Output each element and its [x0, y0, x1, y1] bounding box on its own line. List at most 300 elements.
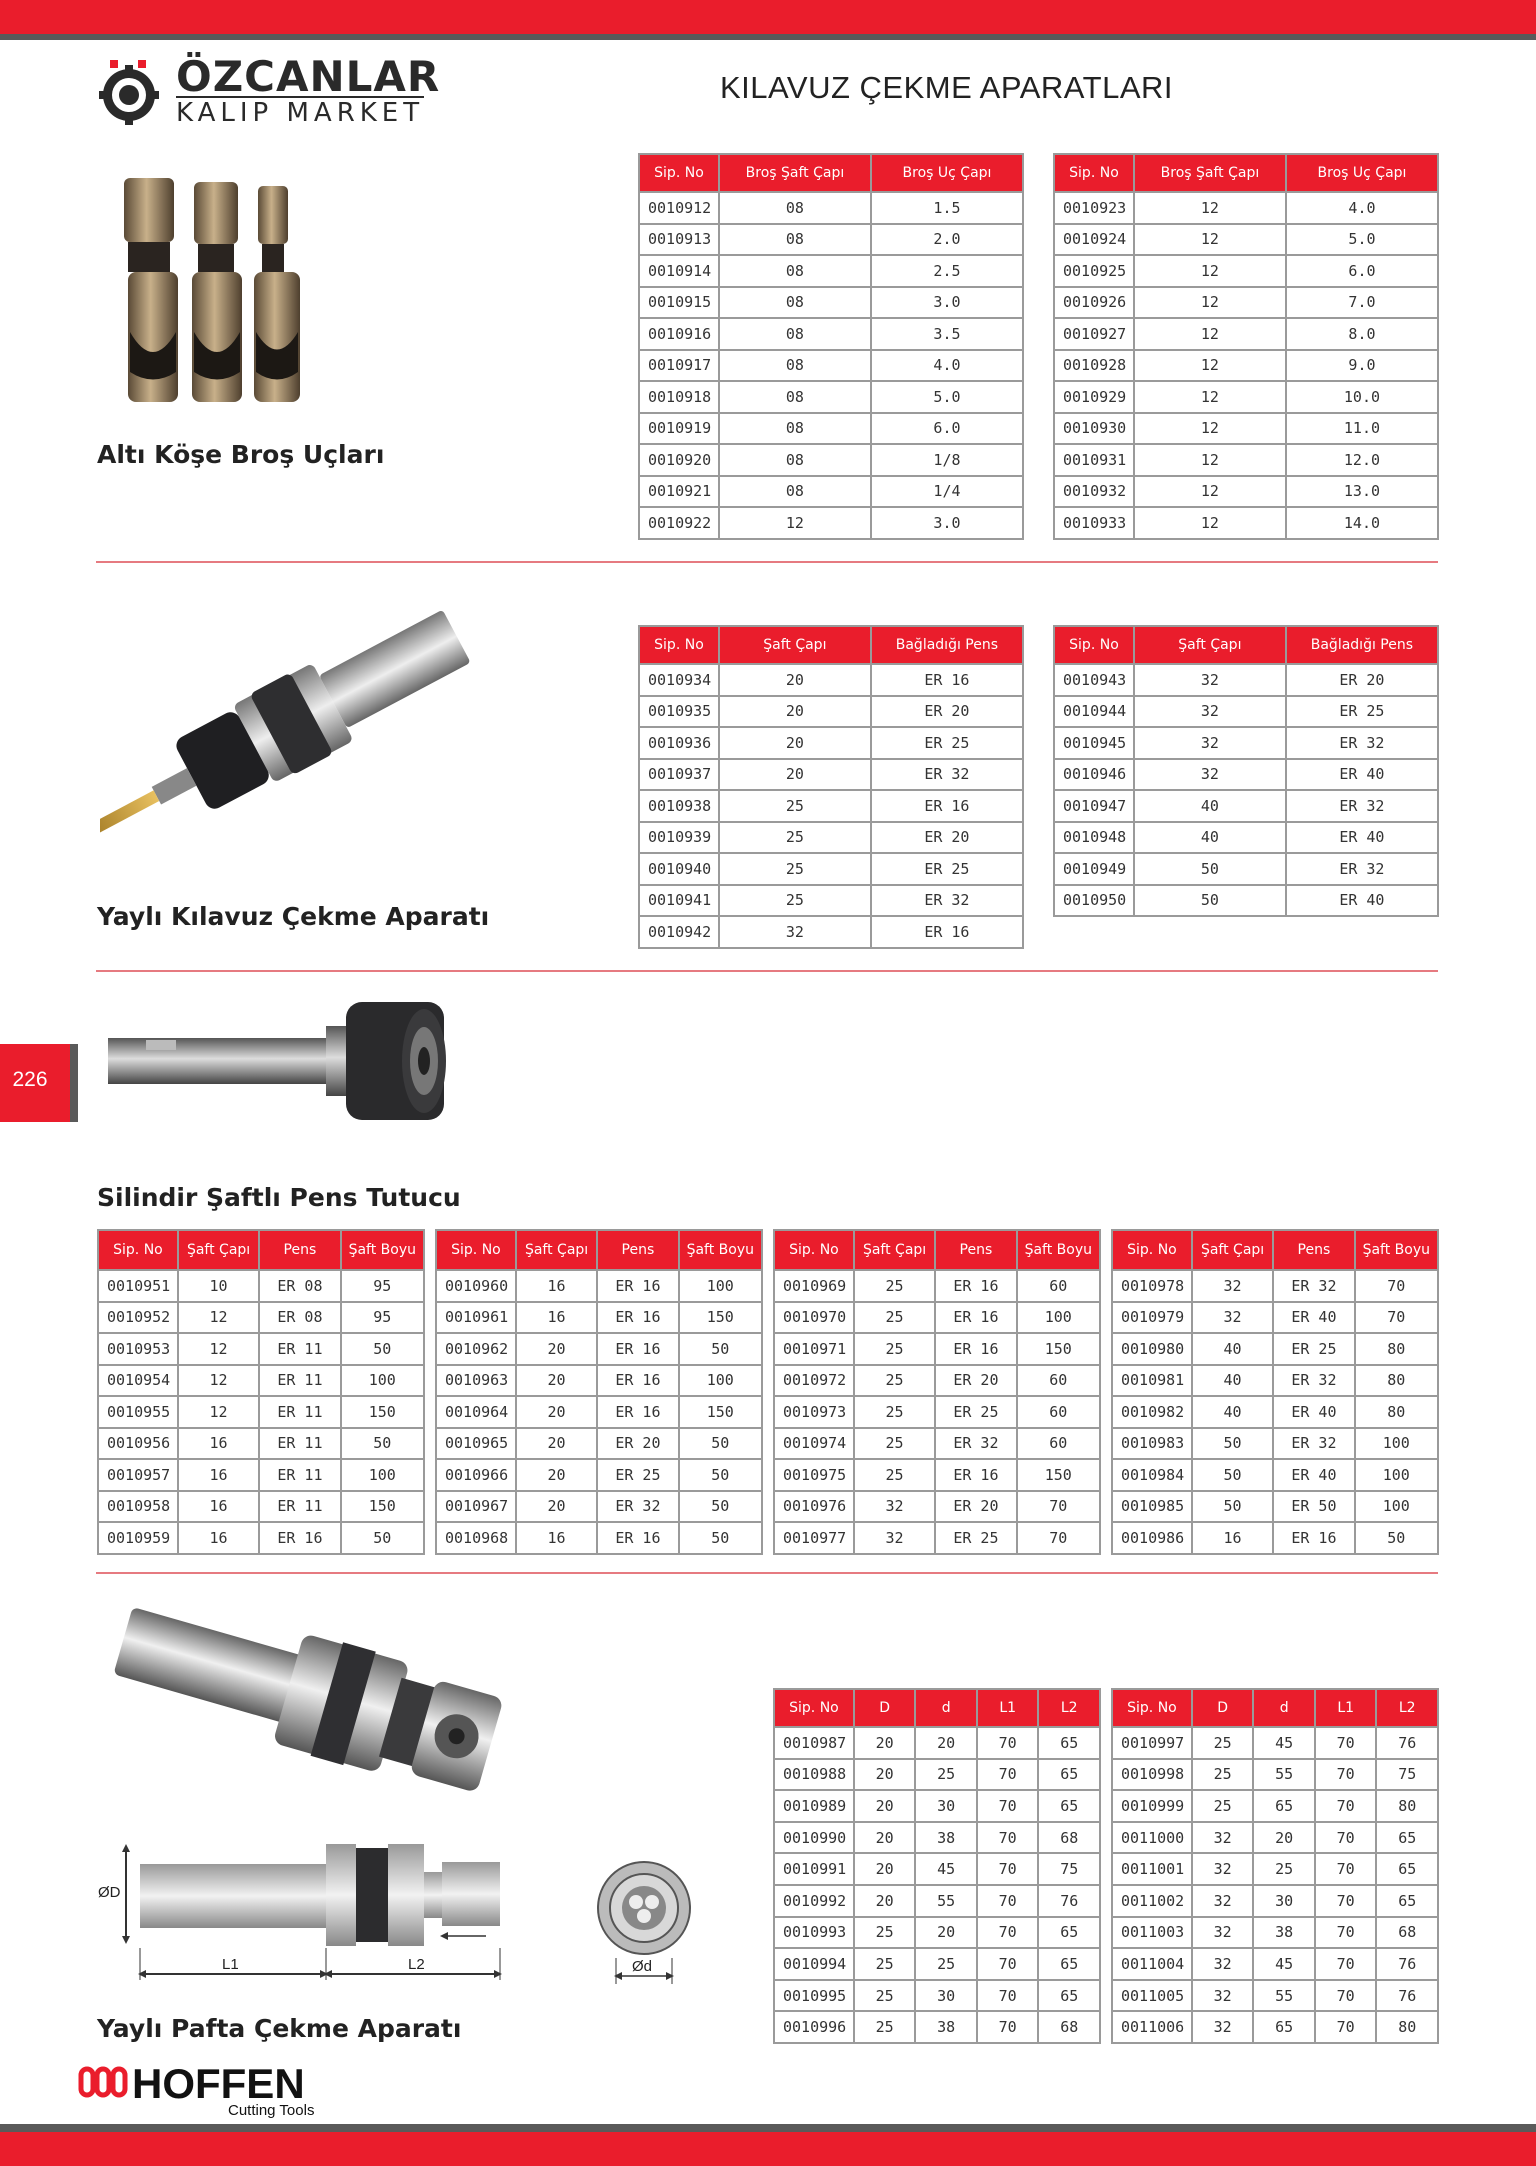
table-cell: 20 — [854, 1759, 916, 1791]
table-cell: 0010997 — [1112, 1727, 1192, 1759]
col-header: Şaft Boyu — [679, 1230, 762, 1270]
table-cell: 100 — [1355, 1491, 1438, 1523]
table-cell: 70 — [977, 1727, 1039, 1759]
table-row — [1112, 1270, 1438, 1302]
table-row — [1112, 1853, 1438, 1885]
table-row — [639, 759, 1023, 791]
table-cell: 50 — [341, 1333, 424, 1365]
table-cell: 55 — [1253, 1980, 1315, 2012]
table-cell: 80 — [1355, 1333, 1438, 1365]
table-cell: ER 20 — [935, 1491, 1016, 1523]
table-cell: 0010951 — [98, 1270, 178, 1302]
table-cell: 08 — [719, 287, 871, 319]
table-cell: 25 — [854, 1917, 916, 1949]
table-cell: 08 — [719, 224, 871, 256]
table-cell: 0010945 — [1054, 727, 1134, 759]
section-title-die-holder: Yaylı Pafta Çekme Aparatı — [97, 2014, 462, 2043]
table-cell: 50 — [1192, 1459, 1273, 1491]
table-row — [98, 1270, 424, 1302]
table-cell: 76 — [1038, 1885, 1100, 1917]
table-cell: 32 — [1134, 759, 1286, 791]
table-row — [774, 1759, 1100, 1791]
table-cell: 0011003 — [1112, 1917, 1192, 1949]
table-cell: 0010917 — [639, 350, 719, 382]
table-cell: 0010929 — [1054, 381, 1134, 413]
spring-tap-table-right — [1053, 625, 1439, 917]
spring-tap-holder-image — [100, 590, 500, 860]
collet-table-2 — [435, 1229, 763, 1555]
table-cell: ER 25 — [597, 1459, 678, 1491]
table-row — [98, 1333, 424, 1365]
table-cell: 08 — [719, 444, 871, 476]
table-cell: 65 — [1253, 1790, 1315, 1822]
table-cell: 0010932 — [1054, 476, 1134, 508]
table-cell: 25 — [1192, 1727, 1254, 1759]
table-cell: 25 — [1192, 1790, 1254, 1822]
table-cell: 0010933 — [1054, 507, 1134, 539]
table-cell: 20 — [516, 1396, 597, 1428]
table-cell: 32 — [1192, 1270, 1273, 1302]
table-cell: 12 — [1134, 350, 1286, 382]
table-cell: 0010984 — [1112, 1459, 1192, 1491]
table-cell: ER 40 — [1273, 1396, 1354, 1428]
table-row — [774, 1333, 1100, 1365]
table-cell: 25 — [854, 1428, 935, 1460]
table-cell: ER 32 — [597, 1491, 678, 1523]
table-cell: 20 — [516, 1365, 597, 1397]
table-cell: 0010969 — [774, 1270, 854, 1302]
table-cell: 25 — [1192, 1759, 1254, 1791]
table-row — [1054, 381, 1438, 413]
table-cell: ER 16 — [597, 1333, 678, 1365]
table-cell: 0010971 — [774, 1333, 854, 1365]
table-cell: 20 — [854, 1885, 916, 1917]
table-cell: 70 — [1315, 1885, 1377, 1917]
table-cell: 40 — [1192, 1365, 1273, 1397]
table-cell: 76 — [1376, 1948, 1438, 1980]
table-cell: ER 32 — [1273, 1365, 1354, 1397]
table-cell: 0010925 — [1054, 255, 1134, 287]
col-header: L2 — [1038, 1689, 1100, 1727]
col-header: Şaft Çapı — [719, 626, 871, 664]
table-cell: 16 — [178, 1428, 259, 1460]
page-number-tab — [0, 1044, 78, 1122]
table-row — [1112, 1396, 1438, 1428]
table-cell: ER 16 — [1273, 1522, 1354, 1554]
table-row — [774, 1885, 1100, 1917]
table-cell: 0010913 — [639, 224, 719, 256]
col-header: Broş Şaft Çapı — [1134, 154, 1286, 192]
table-cell: 150 — [679, 1302, 762, 1334]
table-cell: 0011006 — [1112, 2011, 1192, 2043]
table-cell: 0010963 — [436, 1365, 516, 1397]
table-cell: 20 — [516, 1491, 597, 1523]
table-row — [639, 727, 1023, 759]
table-cell: 0010982 — [1112, 1396, 1192, 1428]
footer-brand-name: HOFFEN — [132, 2060, 305, 2107]
table-cell: 08 — [719, 413, 871, 445]
table-cell: 08 — [719, 350, 871, 382]
table-cell: 95 — [341, 1270, 424, 1302]
table-cell: 0010990 — [774, 1822, 854, 1854]
table-row — [1112, 1822, 1438, 1854]
table-row — [639, 255, 1023, 287]
table-row — [1112, 1333, 1438, 1365]
table-cell: 20 — [719, 664, 871, 696]
col-header: Şaft Çapı — [1134, 626, 1286, 664]
table-cell: ER 11 — [259, 1396, 340, 1428]
table-row — [98, 1459, 424, 1491]
col-header: Sip. No — [98, 1230, 178, 1270]
table-cell: 50 — [1134, 885, 1286, 917]
table-cell: ER 20 — [871, 696, 1023, 728]
dimension-label-l1: L1 — [222, 1956, 239, 1973]
table-row — [98, 1396, 424, 1428]
table-cell: 10.0 — [1286, 381, 1438, 413]
table-cell: 0010928 — [1054, 350, 1134, 382]
table-cell: 50 — [341, 1522, 424, 1554]
section-title-spring-tap: Yaylı Kılavuz Çekme Aparatı — [97, 902, 490, 931]
table-cell: 55 — [915, 1885, 977, 1917]
table-cell: 70 — [1017, 1522, 1100, 1554]
table-cell: ER 50 — [1273, 1491, 1354, 1523]
table-cell: 65 — [1376, 1885, 1438, 1917]
col-header: Broş Uç Çapı — [1286, 154, 1438, 192]
table-cell: 0010941 — [639, 885, 719, 917]
col-header: L2 — [1376, 1689, 1438, 1727]
table-cell: 30 — [915, 1980, 977, 2012]
table-cell: 16 — [1192, 1522, 1273, 1554]
table-cell: 0010957 — [98, 1459, 178, 1491]
table-cell: 0010958 — [98, 1491, 178, 1523]
table-cell: 0010912 — [639, 192, 719, 224]
table-cell: 6.0 — [871, 413, 1023, 445]
table-row — [1054, 853, 1438, 885]
table-cell: 65 — [1376, 1853, 1438, 1885]
table-cell: 0010979 — [1112, 1302, 1192, 1334]
table-cell: 38 — [915, 1822, 977, 1854]
table-cell: 5.0 — [1286, 224, 1438, 256]
table-cell: 32 — [1192, 1302, 1273, 1334]
table-cell: 20 — [719, 759, 871, 791]
table-cell: 32 — [1192, 2011, 1254, 2043]
table-row — [1112, 1365, 1438, 1397]
collet-table-1 — [97, 1229, 425, 1555]
table-cell: 150 — [341, 1491, 424, 1523]
table-cell: 2.5 — [871, 255, 1023, 287]
table-row — [1054, 444, 1438, 476]
table-cell: 16 — [516, 1302, 597, 1334]
page-number: 226 — [12, 1068, 48, 1091]
table-row — [774, 1459, 1100, 1491]
table-cell: 20 — [854, 1822, 916, 1854]
table-cell: ER 16 — [597, 1396, 678, 1428]
table-cell: 150 — [1017, 1333, 1100, 1365]
table-row — [1112, 1428, 1438, 1460]
collet-table-3 — [773, 1229, 1101, 1555]
table-cell: 0010944 — [1054, 696, 1134, 728]
table-cell: 0010954 — [98, 1365, 178, 1397]
table-cell: 50 — [1192, 1428, 1273, 1460]
table-row — [436, 1365, 762, 1397]
table-cell: 30 — [915, 1790, 977, 1822]
table-cell: 65 — [1038, 1917, 1100, 1949]
table-row — [774, 1822, 1100, 1854]
section-divider — [96, 1572, 1438, 1574]
table-cell: 25 — [1253, 1853, 1315, 1885]
table-cell: 12 — [719, 507, 871, 539]
table-cell: ER 16 — [597, 1522, 678, 1554]
table-cell: 9.0 — [1286, 350, 1438, 382]
table-cell: 25 — [854, 1980, 916, 2012]
table-cell: 30 — [1253, 1885, 1315, 1917]
table-cell: 95 — [341, 1302, 424, 1334]
table-cell: 60 — [1017, 1396, 1100, 1428]
table-cell: 0010960 — [436, 1270, 516, 1302]
die-holder-table-right — [1111, 1688, 1439, 2044]
col-header: Bağladığı Pens — [871, 626, 1023, 664]
table-row — [1112, 1917, 1438, 1949]
table-cell: 70 — [1315, 1759, 1377, 1791]
table-row — [774, 1491, 1100, 1523]
table-cell: 40 — [1192, 1396, 1273, 1428]
table-cell: 0010950 — [1054, 885, 1134, 917]
col-header: Pens — [597, 1230, 678, 1270]
table-cell: 16 — [516, 1522, 597, 1554]
table-cell: 70 — [977, 1853, 1039, 1885]
table-cell: 0010920 — [639, 444, 719, 476]
table-cell: 0010992 — [774, 1885, 854, 1917]
table-cell: 16 — [178, 1522, 259, 1554]
table-cell: 68 — [1038, 1822, 1100, 1854]
table-cell: 25 — [719, 822, 871, 854]
table-row — [774, 1948, 1100, 1980]
table-cell: 0010934 — [639, 664, 719, 696]
table-cell: 150 — [341, 1396, 424, 1428]
table-cell: 70 — [977, 2011, 1039, 2043]
table-row — [98, 1302, 424, 1334]
footer-brand-tagline: Cutting Tools — [228, 2102, 315, 2119]
table-cell: 0010981 — [1112, 1365, 1192, 1397]
table-cell: 25 — [854, 1948, 916, 1980]
table-row — [639, 224, 1023, 256]
table-cell: 40 — [1134, 790, 1286, 822]
table-cell: 12 — [178, 1302, 259, 1334]
table-cell: 1/8 — [871, 444, 1023, 476]
table-cell: 32 — [1134, 727, 1286, 759]
table-row — [639, 916, 1023, 948]
table-cell: 60 — [1017, 1365, 1100, 1397]
dimension-label-od: ØD — [98, 1884, 121, 1901]
table-cell: 32 — [719, 916, 871, 948]
table-cell: 16 — [516, 1270, 597, 1302]
col-header: Pens — [259, 1230, 340, 1270]
table-cell: 68 — [1376, 1917, 1438, 1949]
table-row — [436, 1522, 762, 1554]
table-cell: 0011000 — [1112, 1822, 1192, 1854]
table-row — [1054, 287, 1438, 319]
table-cell: 70 — [977, 1885, 1039, 1917]
table-cell: 0010976 — [774, 1491, 854, 1523]
table-cell: 20 — [854, 1727, 916, 1759]
table-cell: 70 — [1355, 1270, 1438, 1302]
table-cell: 0010980 — [1112, 1333, 1192, 1365]
table-cell: 16 — [178, 1491, 259, 1523]
table-cell: 40 — [1192, 1333, 1273, 1365]
table-cell: ER 20 — [597, 1428, 678, 1460]
collet-holder-image — [106, 996, 456, 1126]
table-cell: 70 — [977, 1759, 1039, 1791]
table-cell: ER 40 — [1273, 1302, 1354, 1334]
table-cell: 0010953 — [98, 1333, 178, 1365]
col-header: Sip. No — [639, 626, 719, 664]
table-cell: 0010915 — [639, 287, 719, 319]
col-header: Şaft Boyu — [1017, 1230, 1100, 1270]
broach-table-right — [1053, 153, 1439, 540]
table-cell: 50 — [679, 1428, 762, 1460]
table-cell: 25 — [854, 1365, 935, 1397]
table-cell: 32 — [1192, 1917, 1254, 1949]
table-cell: 50 — [679, 1333, 762, 1365]
table-row — [98, 1428, 424, 1460]
table-row — [1054, 822, 1438, 854]
table-cell: 0011005 — [1112, 1980, 1192, 2012]
col-header: Pens — [935, 1230, 1016, 1270]
table-cell: 0010947 — [1054, 790, 1134, 822]
col-header: Şaft Çapı — [1192, 1230, 1273, 1270]
table-row — [1112, 1885, 1438, 1917]
spring-tap-table-left — [638, 625, 1024, 949]
table-cell: 12 — [1134, 507, 1286, 539]
section-divider — [96, 970, 1438, 972]
table-cell: 100 — [1355, 1428, 1438, 1460]
table-row — [1112, 1491, 1438, 1523]
table-cell: ER 16 — [871, 916, 1023, 948]
table-row — [639, 507, 1023, 539]
table-row — [774, 2011, 1100, 2043]
table-cell: 65 — [1038, 1980, 1100, 2012]
col-header: d — [1253, 1689, 1315, 1727]
table-cell: 0010943 — [1054, 664, 1134, 696]
table-row — [774, 1917, 1100, 1949]
table-cell: 65 — [1038, 1759, 1100, 1791]
table-cell: 0010959 — [98, 1522, 178, 1554]
table-cell: 0010972 — [774, 1365, 854, 1397]
table-cell: 12 — [178, 1333, 259, 1365]
col-header: Şaft Çapı — [854, 1230, 935, 1270]
table-cell: 25 — [854, 1270, 935, 1302]
table-cell: 65 — [1376, 1822, 1438, 1854]
table-row — [1054, 790, 1438, 822]
table-cell: 0010916 — [639, 318, 719, 350]
bottom-gray-band — [0, 2124, 1536, 2132]
table-row — [1054, 255, 1438, 287]
table-cell: ER 16 — [259, 1522, 340, 1554]
table-row — [1112, 1948, 1438, 1980]
table-cell: ER 25 — [935, 1522, 1016, 1554]
table-cell: 12 — [1134, 381, 1286, 413]
table-cell: 0010940 — [639, 853, 719, 885]
table-cell: 8.0 — [1286, 318, 1438, 350]
table-cell: 0010961 — [436, 1302, 516, 1334]
table-cell: 0010923 — [1054, 192, 1134, 224]
table-cell: ER 16 — [871, 790, 1023, 822]
table-cell: 0010978 — [1112, 1270, 1192, 1302]
table-row — [1054, 759, 1438, 791]
table-cell: 20 — [516, 1333, 597, 1365]
table-cell: 68 — [1038, 2011, 1100, 2043]
table-row — [436, 1396, 762, 1428]
table-cell: 0010966 — [436, 1459, 516, 1491]
table-row — [774, 1853, 1100, 1885]
table-cell: 12 — [1134, 444, 1286, 476]
table-cell: 0010999 — [1112, 1790, 1192, 1822]
table-row — [1054, 413, 1438, 445]
table-cell: ER 11 — [259, 1428, 340, 1460]
table-cell: 0010994 — [774, 1948, 854, 1980]
table-cell: 25 — [854, 1396, 935, 1428]
table-cell: 0010949 — [1054, 853, 1134, 885]
table-cell: 20 — [854, 1853, 916, 1885]
table-cell: 32 — [1192, 1853, 1254, 1885]
table-cell: 08 — [719, 476, 871, 508]
table-cell: 100 — [679, 1365, 762, 1397]
table-cell: 12 — [178, 1396, 259, 1428]
table-cell: 0010993 — [774, 1917, 854, 1949]
table-cell: 12 — [1134, 476, 1286, 508]
table-cell: 70 — [1355, 1302, 1438, 1334]
table-cell: 0010948 — [1054, 822, 1134, 854]
table-cell: 100 — [341, 1365, 424, 1397]
table-cell: 25 — [854, 1459, 935, 1491]
table-cell: 0010955 — [98, 1396, 178, 1428]
table-cell: 70 — [977, 1790, 1039, 1822]
table-cell: 12 — [1134, 413, 1286, 445]
table-row — [639, 192, 1023, 224]
table-cell: ER 32 — [871, 759, 1023, 791]
table-cell: 10 — [178, 1270, 259, 1302]
table-cell: 0010919 — [639, 413, 719, 445]
ozcanlar-logo — [96, 52, 441, 132]
table-row — [639, 413, 1023, 445]
table-cell: 0010996 — [774, 2011, 854, 2043]
table-cell: 0010956 — [98, 1428, 178, 1460]
col-header: Şaft Çapı — [178, 1230, 259, 1270]
table-cell: ER 40 — [1286, 822, 1438, 854]
section-divider — [96, 561, 1438, 563]
table-row — [639, 444, 1023, 476]
table-row — [639, 790, 1023, 822]
hex-broach-tips-image — [118, 172, 338, 412]
die-holder-table-left — [773, 1688, 1101, 2044]
col-header: Sip. No — [639, 154, 719, 192]
table-cell: 3.0 — [871, 287, 1023, 319]
table-cell: 0010973 — [774, 1396, 854, 1428]
table-cell: 32 — [1134, 696, 1286, 728]
table-cell: 4.0 — [871, 350, 1023, 382]
table-cell: 25 — [915, 1948, 977, 1980]
table-cell: 0010922 — [639, 507, 719, 539]
table-row — [639, 664, 1023, 696]
table-cell: 20 — [915, 1917, 977, 1949]
table-row — [1112, 1302, 1438, 1334]
table-cell: 100 — [1355, 1459, 1438, 1491]
table-row — [1054, 885, 1438, 917]
table-row — [639, 350, 1023, 382]
table-row — [1054, 727, 1438, 759]
table-cell: ER 08 — [259, 1270, 340, 1302]
table-cell: 80 — [1355, 1396, 1438, 1428]
